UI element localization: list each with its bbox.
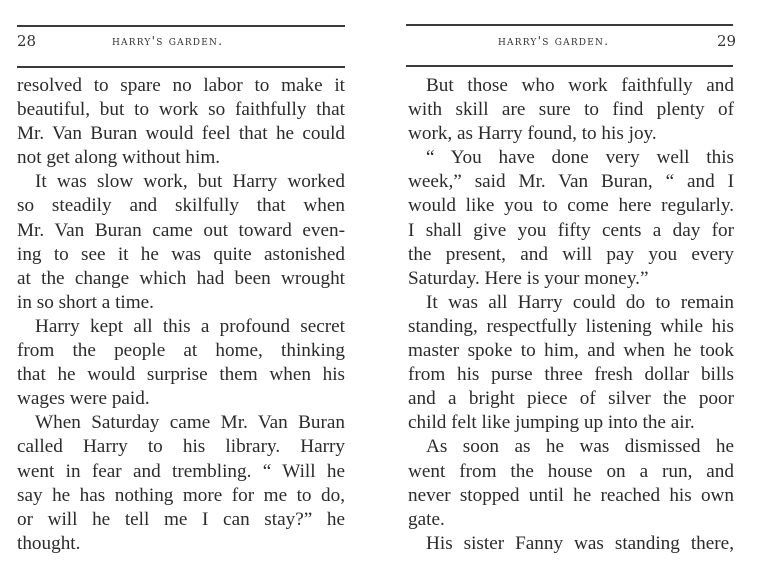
text-line: would like you to come here regularly. — [408, 195, 734, 217]
text-line: But those who work faithfully and — [426, 75, 734, 96]
text-line: at the change which had been wrought — [17, 267, 345, 289]
text-line: Harry kept all this a profound secret — [35, 315, 345, 337]
text-line: not get along without him. — [17, 147, 221, 169]
header-rule-bottom — [17, 66, 345, 68]
text-line: His sister Fanny was standing there, — [426, 532, 734, 554]
text-line: Saturday. Here is your money.” — [408, 267, 649, 289]
page-body-text — [408, 74, 734, 556]
text-line: It was all Harry could do to remain — [426, 291, 734, 313]
header-rule-top — [406, 24, 733, 26]
text-line: “ You have done very well this — [426, 147, 734, 169]
text-line: work, as Harry found, to his joy. — [408, 123, 657, 145]
header-rule-top — [17, 25, 345, 27]
text-line: When Saturday came Mr. Van Buran — [35, 412, 345, 434]
text-line: so steadily and skilfully that when — [17, 195, 345, 217]
text-line: called Harry to his library. Harry — [17, 436, 345, 458]
text-line: and a bright piece of silver the poor — [408, 388, 734, 410]
text-line: As soon as he was dismissed he — [426, 436, 734, 458]
running-head: harry's garden. — [498, 33, 610, 48]
header-rule-bottom — [406, 65, 733, 67]
text-line: child felt like jumping up into the air. — [408, 412, 695, 434]
text-line: week,” said Mr. Van Buran, “ and I — [408, 171, 734, 193]
text-line: wages were paid. — [17, 388, 150, 410]
text-line: say he has nothing more for me to do, — [17, 484, 345, 506]
text-line: from the people at home, thinking — [17, 340, 345, 362]
running-head: harry's garden. — [112, 33, 224, 48]
page-number: 29 — [717, 32, 737, 50]
text-line: standing, respectfully listening while his — [408, 315, 734, 337]
text-line: It was slow work, but Harry worked — [35, 171, 345, 193]
text-line: ing to see it he was quite astonished — [17, 243, 345, 265]
text-line: thought. — [17, 532, 81, 554]
page-number: 28 — [17, 32, 37, 50]
text-line: went in fear and trembling. “ Will he — [17, 460, 345, 482]
right-page — [380, 0, 757, 571]
text-line: master spoke to him, and when he took — [408, 340, 734, 362]
text-line: the present, and will pay you every — [408, 243, 734, 265]
text-line: I shall give you fifty cents a day for — [408, 219, 734, 241]
text-line: went from the house on a run, and — [408, 460, 734, 482]
text-line: gate. — [408, 508, 445, 530]
text-line: beautiful, but to work so faithfully that — [17, 99, 345, 121]
text-line: from his purse three fresh dollar bills — [408, 364, 734, 386]
page-body-text — [17, 74, 345, 556]
text-line: never stopped until he reached his own — [408, 484, 734, 506]
text-line: with skill are sure to find plenty of — [408, 99, 734, 121]
text-line: Mr. Van Buran came out toward even- — [17, 219, 345, 241]
text-line: or will he tell me I can stay?” he — [17, 508, 345, 530]
text-line: that he would surprise them when his — [17, 364, 345, 386]
text-line: in so short a time. — [17, 291, 154, 313]
text-line: Mr. Van Buran would feel that he could — [17, 123, 345, 145]
text-line: resolved to spare no labor to make it — [17, 75, 345, 96]
